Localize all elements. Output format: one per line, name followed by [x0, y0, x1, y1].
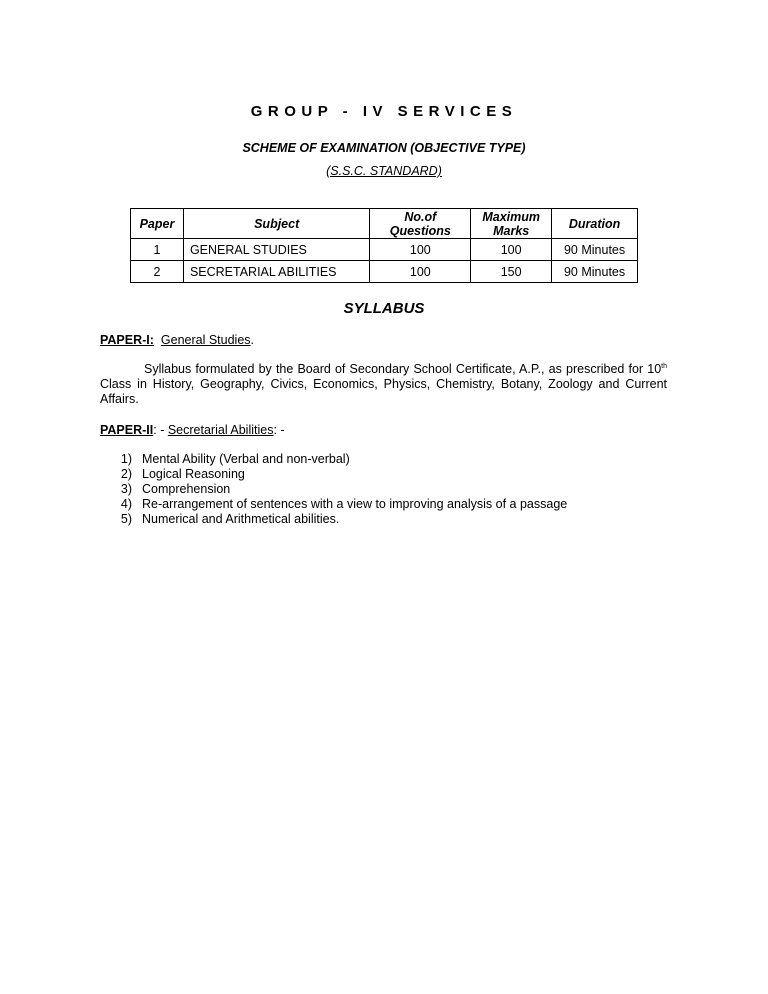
list-item-text: Comprehension [142, 482, 231, 496]
cell-subject: SECRETARIAL ABILITIES [183, 261, 369, 283]
table-row [131, 261, 638, 283]
paper1-heading [100, 333, 254, 347]
list-item [100, 452, 567, 467]
header-paper: Paper [131, 209, 184, 239]
cell-marks: 150 [471, 261, 552, 283]
page-title: GROUP - IV SERVICES [250, 103, 518, 120]
list-item [100, 497, 567, 512]
list-item-number: 2) [120, 467, 132, 481]
paragraph-superscript: th [661, 362, 667, 370]
paper1-paragraph [100, 362, 667, 407]
cell-questions: 100 [370, 261, 471, 283]
list-item-text: Re-arrangement of sentences with a view to improving analysis of a passage [142, 497, 568, 511]
cell-marks: 100 [471, 239, 552, 261]
header-questions-line2: Questions [389, 223, 451, 238]
header-marks [471, 209, 552, 239]
paper1-label: PAPER-I: [100, 333, 154, 347]
paragraph-text-2: Class in History, Geography, Civics, Economics, Physics, Chemistry, Botany, Zoology and Current Affairs. [100, 377, 667, 406]
cell-questions: 100 [370, 239, 471, 261]
paper1-suffix: . [250, 333, 255, 347]
list-item [100, 467, 567, 482]
table-header-row [131, 209, 638, 239]
cell-subject: GENERAL STUDIES [183, 239, 369, 261]
paper2-name: Secretarial Abilities [167, 423, 274, 437]
list-item-text: Logical Reasoning [142, 467, 245, 481]
list-item-number: 4) [120, 497, 132, 511]
paragraph-text-1: Syllabus formulated by the Board of Secondary School Certificate, A.P., as prescribed for 10 [144, 362, 662, 376]
paper1-name: General Studies [160, 333, 251, 347]
paper2-suffix: : - [273, 423, 285, 437]
header-subject: Subject [183, 209, 369, 239]
cell-paper: 1 [131, 239, 184, 261]
table-row [131, 239, 638, 261]
list-item-number: 5) [120, 512, 132, 526]
paper2-topic-list [100, 452, 567, 527]
paper2-label: PAPER-II [100, 423, 154, 437]
standard-subheading: (S.S.C. STANDARD) [326, 164, 442, 178]
list-item-text: Mental Ability (Verbal and non-verbal) [142, 452, 350, 466]
list-item [100, 512, 567, 527]
list-item-text: Numerical and Arithmetical abilities. [142, 512, 340, 526]
header-marks-line1: Maximum [482, 209, 540, 224]
header-questions [370, 209, 471, 239]
exam-scheme-table [130, 208, 638, 283]
cell-duration: 90 Minutes [552, 239, 638, 261]
list-item-number: 1) [120, 452, 132, 466]
syllabus-heading: SYLLABUS [343, 300, 425, 317]
list-item-number: 3) [120, 482, 132, 496]
header-duration: Duration [552, 209, 638, 239]
cell-paper: 2 [131, 261, 184, 283]
paper2-heading [100, 423, 285, 437]
header-marks-line2: Marks [493, 223, 530, 238]
paper2-sep: : - [153, 423, 168, 437]
list-item [100, 482, 567, 497]
header-questions-line1: No.of [404, 209, 437, 224]
cell-duration: 90 Minutes [552, 261, 638, 283]
scheme-heading: SCHEME OF EXAMINATION (OBJECTIVE TYPE) [242, 141, 526, 155]
